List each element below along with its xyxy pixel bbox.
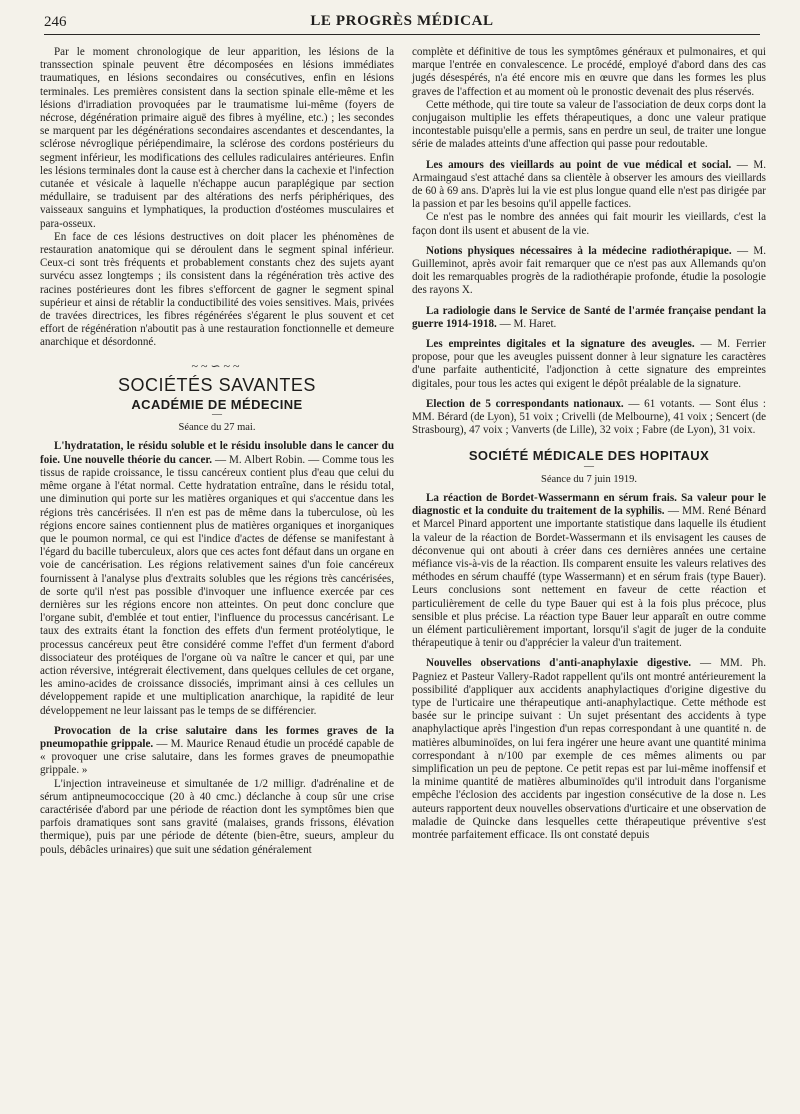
article-title: Les empreintes digitales et la signature des aveugles. — [426, 338, 695, 351]
article-author: — M. Guilleminot, — [412, 244, 766, 271]
session-date: Séance du 7 juin 1919. — [541, 473, 637, 485]
paragraph: Cette méthode, qui tire toute sa valeur de l'association de deux corps dont la conjugaison multiplie les effets thérapeutiques, a donc une valeur pratique incontestable puisqu'elle a permis, sans en perdre un seul, de traiter une longue série de malades atteints d'une affection qui passe pour redoutable. — [412, 98, 766, 151]
article-text: étudie un procédé capable de « provoquer une crise salutaire, dans les formes graves de pneumopathie grippale. » — [40, 737, 394, 777]
page-header — [44, 10, 760, 35]
article — [412, 245, 766, 298]
article — [40, 440, 394, 717]
article-author: — M. Albert Robin. — [215, 453, 306, 466]
left-column — [40, 46, 394, 857]
title-dash: — — [212, 409, 222, 421]
article-title: Election de 5 correspondants nationaux. — [426, 397, 624, 410]
article-author: — M. Maurice Renaud — [156, 737, 261, 750]
article-author: — M. Armaingaud — [412, 158, 766, 184]
academy-title: ACADÉMIE DE MÉDECINE — [131, 397, 303, 413]
article-text: propose, pour que les aveugles puissent donner à leur signature les caractères d'une parfaite authenticité, l'adjonction à cette signature des empreintes digitales, pour tous les actes qui exigent le dépôt préalable de la signature. — [412, 351, 766, 390]
journal-title: LE PROGRÈS MÉDICAL — [310, 13, 494, 29]
article-text: — MM. René Bénard et Marcel Pinard apportent une importante statistique dans laquelle ils étudient la valeur de la réaction de Bordet-Wassermann et ils envisagent les causes de déconvenue qui ont abouti à créer dans ces dernières années une certaine méfiance vis-à-vis de la réaction. Ils comparent ensuite les valeurs relatives des méthodes en sérum chauffé (type Wassermann) et en sérum frais (type Bauer). Leurs conclusions sont nettement en faveur de cette réaction et particulièrement de celle du type Bauer qui est à la fois plus précoce, plus sensible et plus précise. La réaction type Bauer leur apparaît en outre comme un élément particulièrement important, lorsqu'il s'agit de juger de la conduite thérapeutique à tenir ou d'apprécier la valeur d'un traitement. — [412, 505, 766, 650]
article-title: Provocation de la crise salutaire dans les formes graves de la pneumopathie grippale. — [40, 724, 394, 750]
right-column — [412, 46, 766, 842]
page-number: 246 — [44, 14, 67, 30]
paragraph: En face de ces lésions destructives on doit placer les phénomènes de restauration anatomique qui se déroulent dans le segment spinal inférieur. Ceux-ci sont très fréquents et probablement constants chez des sujets ayant survécu assez longtemps ; ils consistent dans la régénération très active des racines postérieures dont les fibres s'efforcent de gagner le segment spinal supérieur et ainsi de rétablir la conductibilité des voies sensitives. Mais, privées de travées directrices, les fibres régénérées s'égarent le plus souvent et cet effort de régénération n'aboutit pas à une restauration fonctionnelle et demeure anarchique et désordonné. — [40, 230, 394, 349]
ornament-divider: ~~∽~~ — [191, 358, 243, 373]
article-title: Nouvelles observations d'anti-anaphylaxie digestive. — [426, 657, 692, 670]
article-title: La radiologie dans le Service de Santé de l'armée française pendant la guerre 1914-1918. — [412, 304, 766, 330]
paragraph: Par le moment chronologique de leur apparition, les lésions de la transsection spinale peuvent être décomposées en lésions immédiates traumatiques, en lésions secondaires ou consécutives, enfin en lésions terminales. Les premières consistent dans la section spinale elle-même et les lésions d'irradiation provoquées par le traumatisme lui-même (foyers de nécrose, dégénération primaire aiguë des fibres à myéline, etc.) ; les secondes se marquent par les dégénérations secondaires ascendantes et descendantes, la sclérose névroglique périépendimaire, la sclérose des cordons postérieurs du segment inférieur, les modifications des cellules radiculaires antérieures. Enfin les lésions terminales dont la cause est à chercher dans la cachexie et l'infection cutanée et vésicale à laquelle n'échappe aucun paraplégique par section médullaire, se traduisent par des altérations des nerfs périphériques, des vaisseaux sanguins et lymphatiques, la production d'ostéomes musculaires et para-osseux. — [40, 46, 394, 230]
article-author: — M. Haret. — [499, 317, 557, 330]
title-dash: — — [584, 460, 594, 472]
article-title: La réaction de Bordet-Wassermann en sérum frais. Sa valeur pour le diagnostic et la conduite du traitement de la syphilis. — [412, 491, 766, 518]
article — [412, 398, 766, 438]
article — [412, 657, 766, 842]
article — [412, 305, 766, 331]
article-title: L'hydratation, le résidu soluble et le résidu insoluble dans le cancer du foie. Une nouvelle théorie du cancer. — [40, 440, 394, 466]
article-text: — 61 votants. — Sont élus : MM. Bérard (de Lyon), 51 voix ; Crivelli (de Melbourne), 41 voix ; Sencert (de Strasbourg), 47 voix ; Vanverts (de Lille), 32 voix ; Fabre (de Lyon), 31 voix. — [412, 397, 766, 437]
article-author: — M. Ferrier — [700, 338, 766, 351]
society-title: SOCIÉTÉ MÉDICALE DES HOPITAUX — [468, 448, 710, 464]
article — [412, 159, 766, 212]
article — [40, 725, 394, 778]
article-text: rappellent qu'ils ont montré antérieurement la possibilité d'appliquer aux accidents anaphylactiques d'origine digestive du type de l'urticaire une thérapeutique anti-anaphylactique. Cette méthode est basée sur le principe suivant : Un sujet présentant des accidents à type anaphylactique après l'ingestion d'un repas correspondant à une quantité n. de matières albuminoïdes, on lui fera ingérer une heure avant une quantité minima correspondant à n/100 par exemple de ces mêmes aliments ou par simplification un peu de peptone. Ce petit repas est par lui-même inoffensif et la minime quantité de matières albuminoïdes qu'il introduit dans l'organisme empêche l'éclosion des accidents par ingestion consécutive de la dose n. Les auteurs rapportent deux nouvelles observations d'urticaire et une observation de maladie de Quincke dans lesquelles cette thérapeutique préventive s'est montrée parfaitement efficace. Ils ont constaté depuis — [412, 670, 766, 841]
paragraph: L'injection intraveineuse et simultanée de 1/2 milligr. d'adrénaline et de sérum antipneumococcique (20 à 40 cmc.) déclanche à coup sûr une crise caractérisée d'abord par une période de réaction dont les symptômes bien que parfois dramatiques sont sans gravité (malaises, grands frissons, élévation thermique), puis par une période de détente (bien-être, sueurs, ampleur du pouls, débâcles urinaires) que suit une sédation généralement — [40, 777, 394, 856]
article-author: — MM. Ph. Pagniez et Pasteur Vallery-Radot — [412, 657, 766, 683]
article — [412, 338, 766, 391]
article — [412, 492, 766, 650]
article-title: Les amours des vieillards au point de vue médical et social. — [426, 158, 732, 171]
article-text: après avoir fait remarquer que ce n'est pas aux Allemands qu'on doit les remarquables progrès de la radiothérapie profonde, étudie la posologie des rayons X. — [412, 258, 766, 297]
article-text: s'est attaché dans sa clientèle à observer les amours des vieillards de 60 à 69 ans. D'après lui la vie est plus longue quand elle n'est pas dirigée par la passion et par les besoins qu'il appelle factices. — [412, 171, 766, 211]
section-title: SOCIÉTÉS SAVANTES — [118, 374, 316, 395]
session-date: Séance du 27 mai. — [178, 422, 256, 434]
article-title: Notions physiques nécessaires à la médecine radiothérapique. — [426, 244, 732, 257]
paragraph: complète et définitive de tous les symptômes généraux et pulmonaires, et qui marque l'entrée en convalescence. Le procédé, employé d'abord dans des cas jugés désespérés, n'a été encore mis en œuvre que dans les formes les plus graves de l'affection et au moment où le pronostic devenait des plus réservés. — [412, 46, 766, 98]
paragraph: Ce n'est pas le nombre des années qui fait mourir les vieillards, c'est la façon dont ils usent et abusent de la vie. — [412, 211, 766, 237]
article-text: — Comme tous les tissus de rapide croissance, le tissu cancéreux contient plus d'eau que celui du même organe à l'état normal. Cette hydratation entraîne, dans le résidu total, une diminution qui porte sur les matières organiques et qui s'accentue dans les régions très cancérisées. Il n'en est pas de même dans la tuberculose, où les régions encore saines contiennent plus de matières organiques et inorganiques que le poumon normal, ce qui est l'indice d'actes de défense se manifestant à l'égard du bacille tuberculeux, alors que ces actes font défaut dans un organe en voie de cancérisation. Les régions relativement saines d'un foie cancéreux fournissent à l'analyse plus d'extraits solubles que les régions très cancérisées, de sorte qu'il n'est pas possible d'invoquer une influence exercée par ces dernières sur les régions encore non atteintes. On peut donc conclure que l'organe subit, d'emblée et tout entier, l'influence du processus cancérisant. Le taux des extraits étant la fonction des effets d'un ferment protéolytique, le processus cancéreux peut être considéré comme l'effet d'un ferment d'abord dissociateur des protéiques de l'organe où va naître le cancer et qui, par une action réversive, intégrerait électivement, dans quelques cellules de cet organe, les amino-acides de croissance dissociés, imprimant ainsi à ces cellules un développement rapide et une multiplication anarchique, la rapidité de leur développement ne leur laissant pas le temps de se différencier. — [40, 453, 395, 717]
